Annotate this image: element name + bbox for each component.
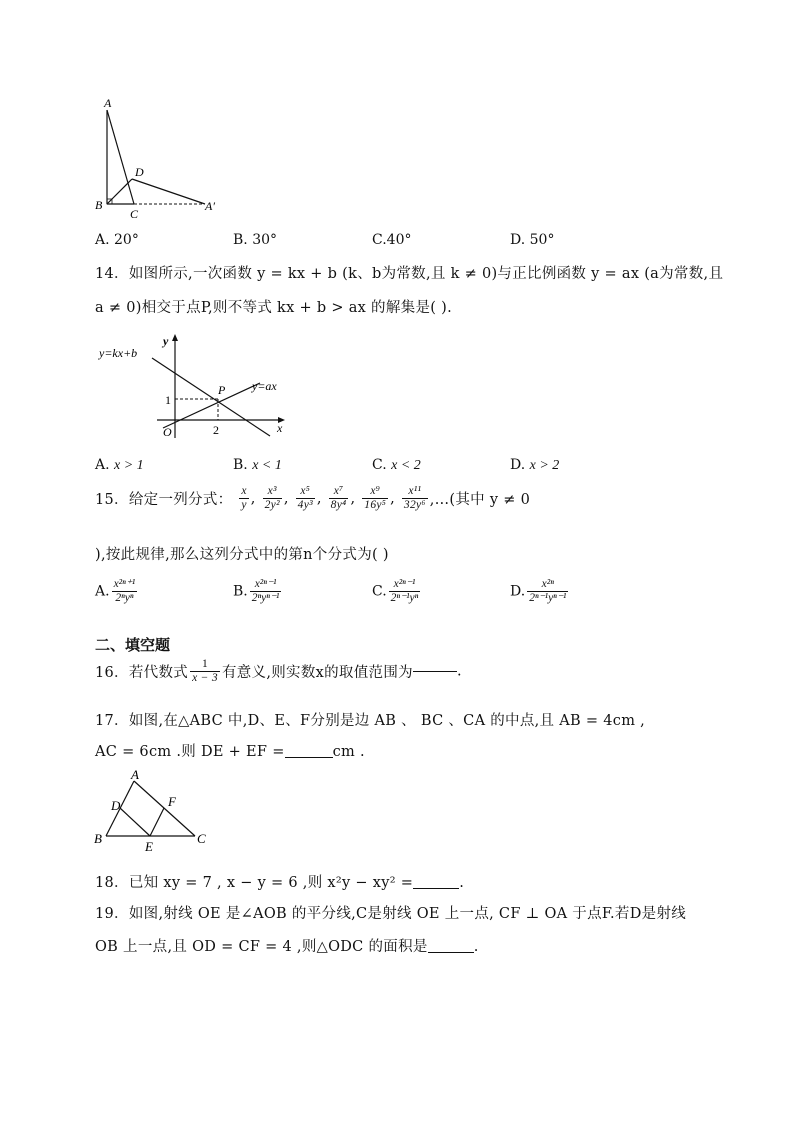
q17-text-line1: 17．如图,在△ABC 中,D、E、F分别是边 AB 、 BC 、CA 的中点,且 AB = 4cm , (95, 713, 646, 729)
label-C: C (197, 831, 206, 846)
q19-text-line2: OB 上一点,且 OD = CF = 4 ,则△ODC 的面积是 . (95, 939, 479, 955)
label-y-axis: y (163, 334, 169, 348)
q16-answer-blank[interactable] (413, 671, 457, 672)
label-A-prime: A′ (205, 199, 215, 213)
q15-option-d[interactable]: D. $\frac{\text{x²ⁿ}}{\text{2ⁿ⁻¹yⁿ⁻¹}}$ (510, 578, 567, 604)
label-D: D (111, 798, 121, 813)
q15-term-1: $\frac{x}{y}$ (241, 485, 247, 511)
q16-text: 16．若代数式 $\frac{1}{x - 3}$ 有意义,则实数x的取值范围为 . (95, 658, 462, 684)
q15-term-2: $\frac{\text{x³}}{\text{2y²}}$ (264, 485, 280, 511)
q15-text-line2: ),按此规律,那么这列分式中的第n个分式为( ) (95, 547, 389, 563)
label-tick-2: 2 (213, 423, 219, 437)
section-title-fill-in: 二、填空题 (95, 636, 171, 654)
label-line-kxb: y=kx+b (99, 346, 138, 360)
q15-term-3: $\frac{\text{x⁵}}{\text{4y³}}$ (297, 485, 313, 511)
q15-option-a[interactable]: A. $\frac{\text{x²ⁿ⁺¹}}{\text{2ⁿyⁿ}}$ (95, 578, 136, 604)
q15-term-5: $\frac{\text{x⁹}}{\text{16y⁵}}$ (364, 485, 387, 511)
q15-option-b[interactable]: B. $\frac{\text{x²ⁿ⁻¹}}{\text{2ⁿyⁿ⁻¹}}$ (233, 578, 280, 604)
q15-option-c[interactable]: C. $\frac{\text{x²ⁿ⁻¹}}{\text{2ⁿ⁻¹yⁿ}}$ (372, 578, 419, 604)
q14-option-d[interactable]: D. x > 2 (510, 457, 560, 473)
label-origin: O (163, 425, 172, 439)
label-A: A (131, 768, 139, 782)
q19-answer-blank[interactable] (428, 952, 474, 953)
q14-graph (95, 330, 295, 445)
label-B: B (94, 831, 102, 846)
q15-term-6: $\frac{\text{x¹¹}}{\text{32y⁶}}$ (403, 485, 426, 511)
q17-text-line2: AC = 6cm .则 DE + EF = cm . (95, 744, 365, 760)
q19-text-line1: 19．如图,射线 OE 是∠AOB 的平分线,C是射线 OE 上一点, CF ⊥ OA 于点F.若D是射线 (95, 906, 687, 922)
q16-fraction: $\frac{1}{x - 3}$ (192, 658, 218, 684)
q15-suffix: ,…(其中 y ≠ 0 (429, 492, 531, 508)
q14-text-line2: a ≠ 0)相交于点P,则不等式 kx + b > ax 的解集是( ). (95, 300, 452, 316)
label-C: C (130, 207, 139, 221)
q15-prefix: 15．给定一列分式： (95, 492, 233, 508)
label-x-axis: x (277, 421, 283, 435)
label-B: B (95, 198, 103, 212)
q13-figure (92, 92, 232, 222)
q14-text-line1: 14．如图所示,一次函数 y = kx + b (k、b为常数,且 k ≠ 0)与正比例函数 y = ax (a为常数,且 (95, 266, 724, 282)
label-D: D (135, 165, 144, 179)
label-point-p: P (218, 383, 226, 397)
label-tick-1: 1 (165, 393, 171, 407)
label-E: E (145, 839, 153, 854)
q14-option-b[interactable]: B. x < 1 (233, 457, 282, 473)
label-F: F (168, 794, 176, 809)
q13-option-b[interactable]: B. 30° (233, 232, 278, 248)
q13-option-c[interactable]: C.40° (372, 232, 412, 248)
label-A: A (104, 96, 112, 110)
q13-option-a[interactable]: A. 20° (95, 232, 139, 248)
q18-answer-blank[interactable] (413, 888, 459, 889)
q18-text: 18．已知 xy = 7 , x − y = 6 ,则 x²y − xy² = . (95, 875, 465, 891)
q13-option-d[interactable]: D. 50° (510, 232, 555, 248)
q17-answer-blank[interactable] (285, 757, 333, 758)
q14-option-a[interactable]: A. x > 1 (95, 457, 144, 473)
q15-term-4: $\frac{\text{x⁷}}{\text{8y⁴}}$ (330, 485, 347, 511)
q17-figure (92, 768, 222, 858)
label-line-ax: y=ax (252, 379, 277, 393)
q14-option-c[interactable]: C. x < 2 (372, 457, 421, 473)
q15-text-line1: 15．给定一列分式： $\frac{x}{y}$ , $\frac{\text{x³}}{\text{2y²}}$ , $\frac{\text{x⁵}}{\text{4y³}}$ , $\frac{\text{x⁷}}{\text{8y⁴}}$ , $\frac{\text{x⁹}}{\text{16y⁵}}$ , $\frac{\text{x¹¹}}{\text{32y⁶}}$ ,…(其中 y ≠ 0 (95, 485, 531, 511)
